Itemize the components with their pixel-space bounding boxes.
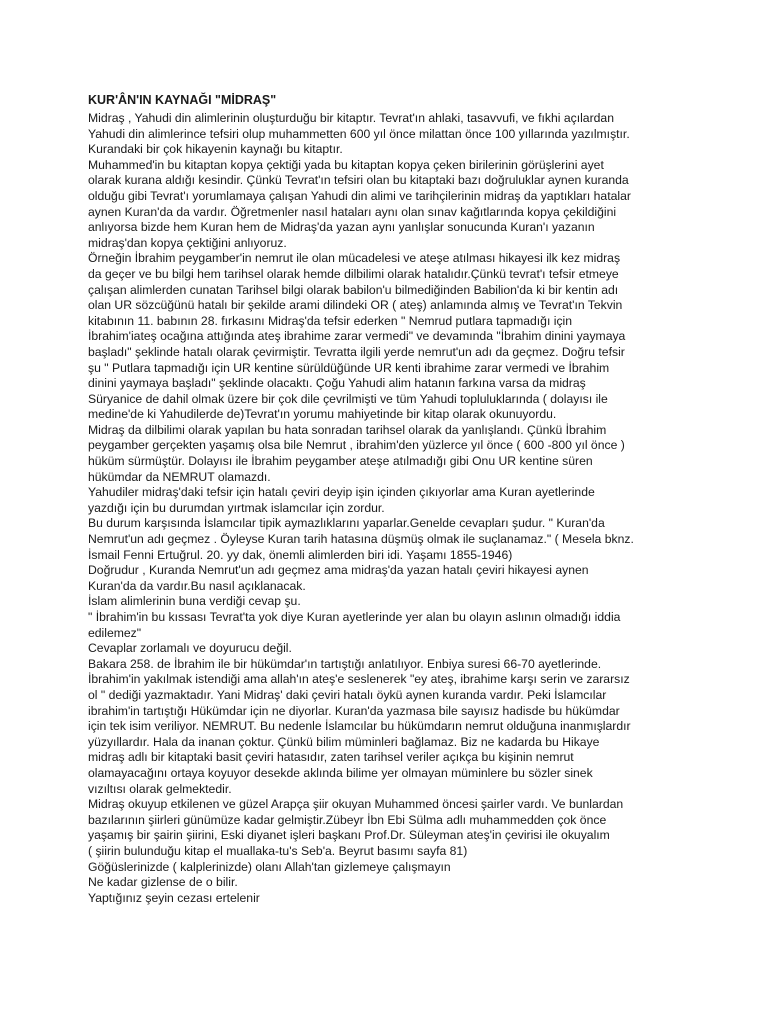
- text-line: Cevaplar zorlamalı ve doyurucu değil.: [88, 641, 292, 656]
- text-line: hükümdar da NEMRUT olamazdı.: [88, 469, 271, 484]
- text-line: için tek isim veriliyor. NEMRUT. Bu nedenle İslamcılar bu hükümdarın nemrut olduğuna inanmışlardır: [88, 719, 631, 734]
- paragraph: [88, 485, 688, 516]
- paragraph: [88, 563, 688, 594]
- document-body: [88, 111, 688, 906]
- text-line: Bu durum karşısında İslamcılar tipik aymazlıklarını yaparlar.Genelde cevapları şudur. " Kuran'da: [88, 516, 605, 531]
- text-line: edilemez": [88, 625, 142, 640]
- text-line: Doğrudur , Kuranda Nemrut'un adı geçmez ama midraş'da yazan hatalı çeviri hikayesi aynen: [88, 563, 589, 578]
- text-line: " İbrahim'in bu kıssası Tevrat'ta yok diye Kuran ayetlerinde yer alan bu olayın aslının olmadığı iddia: [88, 610, 621, 624]
- text-line: peygamber gerçekten yaşamış olsa bile Nemrut , ibrahim'den yüzlerce yıl önce ( 600 -800 yıl önce ): [88, 438, 625, 453]
- paragraph: [88, 158, 688, 252]
- text-line: Yahudiler midraş'daki tefsir için hatalı çeviri deyip işin içinden çıkıyorlar ama Kuran ayetlerinde: [88, 485, 595, 500]
- text-line: kitabının 11. babının 28. fırkasını Midraş'da tefsir ederken " Nemrud putlara tapmadığı için: [88, 313, 573, 328]
- text-line: İbrahim'iateş ocağına attığında ateş ibrahime zarar vermedi" ve devamında "İbrahim dinini yaymaya: [88, 329, 626, 344]
- text-line: yaşamış bir şairin şiirini, Eski diyanet işleri başkanı Prof.Dr. Süleyman ateş'in çevirisi ile okuyalım: [88, 828, 610, 843]
- text-line: Bakara 258. de İbrahim ile bir hükümdar'ın tartıştığı anlatılıyor. Enbiya suresi 66-70 ayetlerinde.: [88, 656, 602, 671]
- text-line: midraş adlı bir kitaptaki basit çeviri hatasıdır, zaten tarihsel veriler açıkça bu kişinin nemrut: [88, 750, 574, 765]
- text-line: anlıyorsa bizde hem Kuran hem de Midraş'da yazan aynı yanlışlar sonucunda Kuran'ı yazanın: [88, 220, 595, 235]
- text-line: Muhammed'in bu kitaptan kopya çektiği yada bu kitaptan kopya çeken birilerinin görüşlerini ayet: [88, 157, 604, 172]
- document-page: [88, 92, 688, 906]
- text-line: İsmail Fenni Ertuğrul. 20. yy dak, önemli alimlerden biri idi. Yaşamı 1855-1946): [88, 547, 513, 562]
- text-line: şu " Putlara tapmadığı için UR kentine sürüldüğünde UR kenti ibrahime zarar vermedi ve İbrahim: [88, 360, 610, 375]
- paragraph: [88, 610, 688, 641]
- text-line: İbrahim'in yakılmak istendiği ama allah'ın ateş'e seslenerek "ey ateş, ibrahime karşı serin ve zararsız: [88, 672, 630, 687]
- text-line: Yaptığınız şeyin cezası ertelenir: [88, 890, 260, 905]
- text-line: da geçer ve bu bilgi hem tarihsel olarak hemde dilbilimi olarak hatalıdır.Çünkü tevrat'ı tefsir etmeye: [88, 266, 619, 281]
- paragraph: [88, 111, 688, 158]
- text-line: yüzyıllardır. Hala da inanan çoktur. Çünkü bilim müminleri bağlamaz. Biz ne kadarda bu Hikaye: [88, 734, 600, 749]
- text-line: Kurandaki bir çok hikayenin kaynağı bu kitaptır.: [88, 142, 343, 157]
- paragraph: [88, 641, 688, 657]
- text-line: olduğu gibi Tevrat'ı yorumlamaya çalışan Yahudi din alimi ve tarihçilerinin midraş da yaptıkları hatalar: [88, 188, 631, 203]
- text-line: bazılarının şiirleri günümüze kadar gelmiştir.Zübeyr İbn Ebi Sülma adlı muhammedden çok önce: [88, 812, 607, 827]
- text-line: Göğüslerinizde ( kalplerinizde) olanı Allah'tan gizlemeye çalışmayın: [88, 859, 451, 874]
- text-line: midraş'dan kopya çektiğini anlıyoruz.: [88, 235, 287, 250]
- paragraph: [88, 797, 688, 859]
- text-line: aynen Kuran'da da vardır. Öğretmenler nasıl hataları aynı olan sınav kağıtlarında kopya çekildiğini: [88, 204, 617, 219]
- text-line: medine'de ki Yahudilerde de)Tevrat'ın yorumu mahiyetinde bir kitap olarak okunuyordu.: [88, 407, 557, 422]
- document-title: KUR'ÂN'IN KAYNAĞI "MİDRAŞ": [88, 93, 277, 107]
- text-line: Kuran'da da vardır.Bu nasıl açıklanacak.: [88, 578, 306, 593]
- text-line: Örneğin İbrahim peygamber'in nemrut ile olan mücadelesi ve ateşe atılması hikayesi ilk kez midraş: [88, 251, 621, 266]
- text-line: Ne kadar gizlense de o bilir.: [88, 875, 238, 890]
- text-line: başladı" şeklinde hatalı olarak çevirmiştir. Tevratta ilgili yerde nemrut'un adı da geçmez. Doğru tefsir: [88, 344, 625, 359]
- text-line: İslam alimlerinin buna verdiği cevap şu.: [88, 594, 301, 609]
- paragraph: [88, 423, 688, 485]
- paragraph: [88, 594, 688, 610]
- text-line: Midraş okuyup etkilenen ve güzel Arapça şiir okuyan Muhammed öncesi şairler vardı. Ve bunlardan: [88, 797, 624, 812]
- paragraph: [88, 875, 688, 891]
- text-line: Yahudi din alimlerince tefsiri olup muhammetten 600 yıl önce milattan önce 100 yıllarında yazılmıştır.: [88, 126, 630, 141]
- paragraph: [88, 860, 688, 876]
- text-line: Midraş da dilbilimi olarak yapılan bu hata sonradan tarihsel olarak da yanlışlandı. Çünkü İbrahim: [88, 422, 607, 437]
- text-line: olarak kurana aldığı kesindir. Çünkü Tevrat'ın tefsiri olan bu kitaptaki bazı doğruluklar aynen kuranda: [88, 173, 629, 188]
- text-line: çalışan alimlerden cunatan Tarihsel bilgi olarak babilon'u bilmediğinden Babilion'da ki bir kentin adı: [88, 282, 619, 297]
- text-line: ( şiirin bulunduğu kitap el muallaka-tu's Seb'a. Beyrut basımı sayfa 81): [88, 843, 468, 858]
- paragraph: [88, 251, 688, 423]
- text-line: ol " dediği yazmaktadır. Yani Midraş' daki çeviri hatalı öykü aynen kuranda vardır. Peki İslamcılar: [88, 687, 607, 702]
- text-line: ibrahim'in tartıştığı Hükümdar için ne diyorlar. Kuran'da yazmasa bile sayısız hadisde bu hükümdar: [88, 703, 620, 718]
- text-line: olan UR sözcüğünü hatalı bir şekilde arami dilindeki OR ( ateş) anlamında almış ve Tevrat'ın Tekvin: [88, 298, 623, 313]
- paragraph: [88, 891, 688, 907]
- text-line: olamayacağını ortaya koyuyor desekde aklında bilime yer olmayan müminlere bu sözler sinek: [88, 765, 593, 780]
- text-line: Süryanice de dahil olmak üzere bir çok dile çevrilmişti ve tüm Yahudi topluluklarında ( dolayısı ile: [88, 391, 608, 406]
- text-line: yazdığı için bu durumdan yırtmak islamcılar için zordur.: [88, 500, 385, 515]
- text-line: dinini yaymaya başladı" şeklinde olacaktı. Çoğu Yahudi alim hatanın farkına varsa da midraş: [88, 376, 586, 391]
- text-line: Nemrut'un adı geçmez . Öyleyse Kuran tarih hatasına düşmüş olmak ile suçlanamaz." ( Mesela bknz.: [88, 532, 634, 547]
- text-line: vızıltısı olarak gelmektedir.: [88, 781, 232, 796]
- text-line: Midraş , Yahudi din alimlerinin oluşturduğu bir kitaptır. Tevrat'ın ahlaki, tasavvufi, ve fıkhi açılardan: [88, 111, 614, 125]
- text-line: hüküm sürmüştür. Dolayısı ile İbrahim peygamber ateşe atılmadığı gibi Onu UR kentine süren: [88, 454, 593, 469]
- paragraph: [88, 657, 688, 797]
- paragraph: [88, 516, 688, 563]
